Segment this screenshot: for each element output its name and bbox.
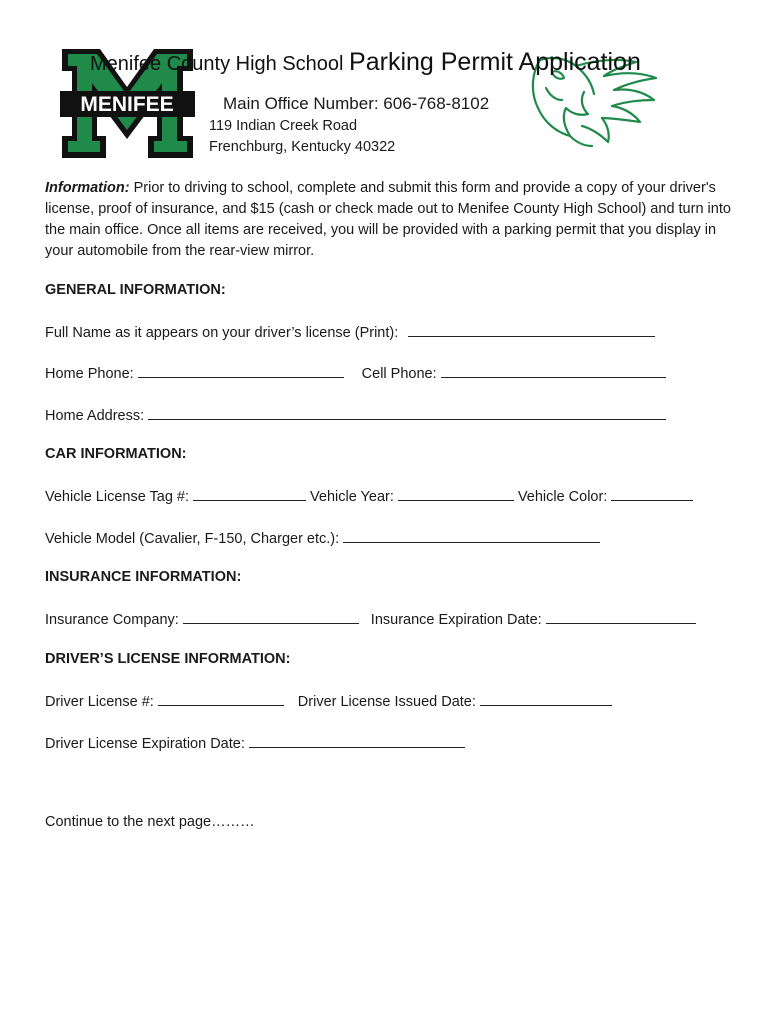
home-phone-field[interactable] (138, 363, 344, 378)
information-paragraph (45, 178, 735, 262)
license-expiration-row (45, 733, 469, 752)
license-number-field[interactable] (158, 691, 284, 706)
full-name-field[interactable] (408, 322, 655, 337)
license-issued-field[interactable] (480, 691, 612, 706)
license-expiration-field[interactable] (249, 733, 465, 748)
vehicle-model-field[interactable] (343, 528, 600, 543)
vehicle-color-label: Vehicle Color: (517, 489, 608, 505)
full-name-row (45, 322, 659, 341)
address-line-1: 119 Indian Creek Road (209, 118, 358, 134)
vehicle-model-label: Vehicle Model (Cavalier, F-150, Charger etc.): (45, 531, 340, 547)
vehicle-model-row (45, 528, 604, 547)
license-expiration-label: Driver License Expiration Date: (45, 736, 245, 752)
vehicle-tag-field[interactable] (193, 486, 306, 501)
home-address-field[interactable] (148, 405, 666, 420)
information-label: Information: (45, 180, 130, 196)
vehicle-year-label: Vehicle Year: (310, 489, 394, 505)
page-title (90, 48, 641, 77)
information-text: Prior to driving to school, complete and submit this form and provide a copy of your driver's license, proof of insurance, and $15 (cash or check made out to Menifee County High School) and turn into the main office. Once all items are received, you will be provided with a parking permit that you display in your automobile from the rear-view mirror. (45, 180, 731, 259)
insurance-row (45, 609, 700, 628)
cell-phone-field[interactable] (441, 363, 666, 378)
insurance-heading: INSURANCE INFORMATION: (45, 569, 242, 585)
title-school: Menifee County High School (90, 53, 344, 75)
phone-row (45, 363, 670, 382)
vehicle-row (45, 486, 697, 505)
license-issued-label: Driver License Issued Date: (297, 694, 476, 710)
insurance-company-field[interactable] (183, 609, 359, 624)
vehicle-tag-label: Vehicle License Tag #: (45, 489, 190, 505)
continue-note: Continue to the next page……… (45, 814, 255, 830)
home-phone-label: Home Phone: (45, 366, 134, 382)
full-name-label: Full Name as it appears on your driver’s license (Print): (45, 325, 399, 341)
vehicle-color-field[interactable] (611, 486, 693, 501)
insurance-expiration-field[interactable] (546, 609, 696, 624)
general-heading: GENERAL INFORMATION: (45, 282, 226, 298)
logo-text: MENIFEE (80, 93, 174, 116)
home-address-label: Home Address: (45, 408, 145, 424)
license-number-label: Driver License #: (45, 694, 154, 710)
insurance-company-label: Insurance Company: (45, 612, 179, 628)
home-address-row (45, 405, 670, 424)
insurance-expiration-label: Insurance Expiration Date: (370, 612, 542, 628)
cell-phone-label: Cell Phone: (361, 366, 437, 382)
license-heading: DRIVER’S LICENSE INFORMATION: (45, 651, 291, 667)
car-heading: CAR INFORMATION: (45, 446, 187, 462)
office-phone: Main Office Number: 606-768-8102 (223, 94, 490, 113)
vehicle-year-field[interactable] (398, 486, 514, 501)
title-form: Parking Permit Application (349, 48, 641, 76)
license-row (45, 691, 616, 710)
address-line-2: Frenchburg, Kentucky 40322 (209, 139, 396, 155)
